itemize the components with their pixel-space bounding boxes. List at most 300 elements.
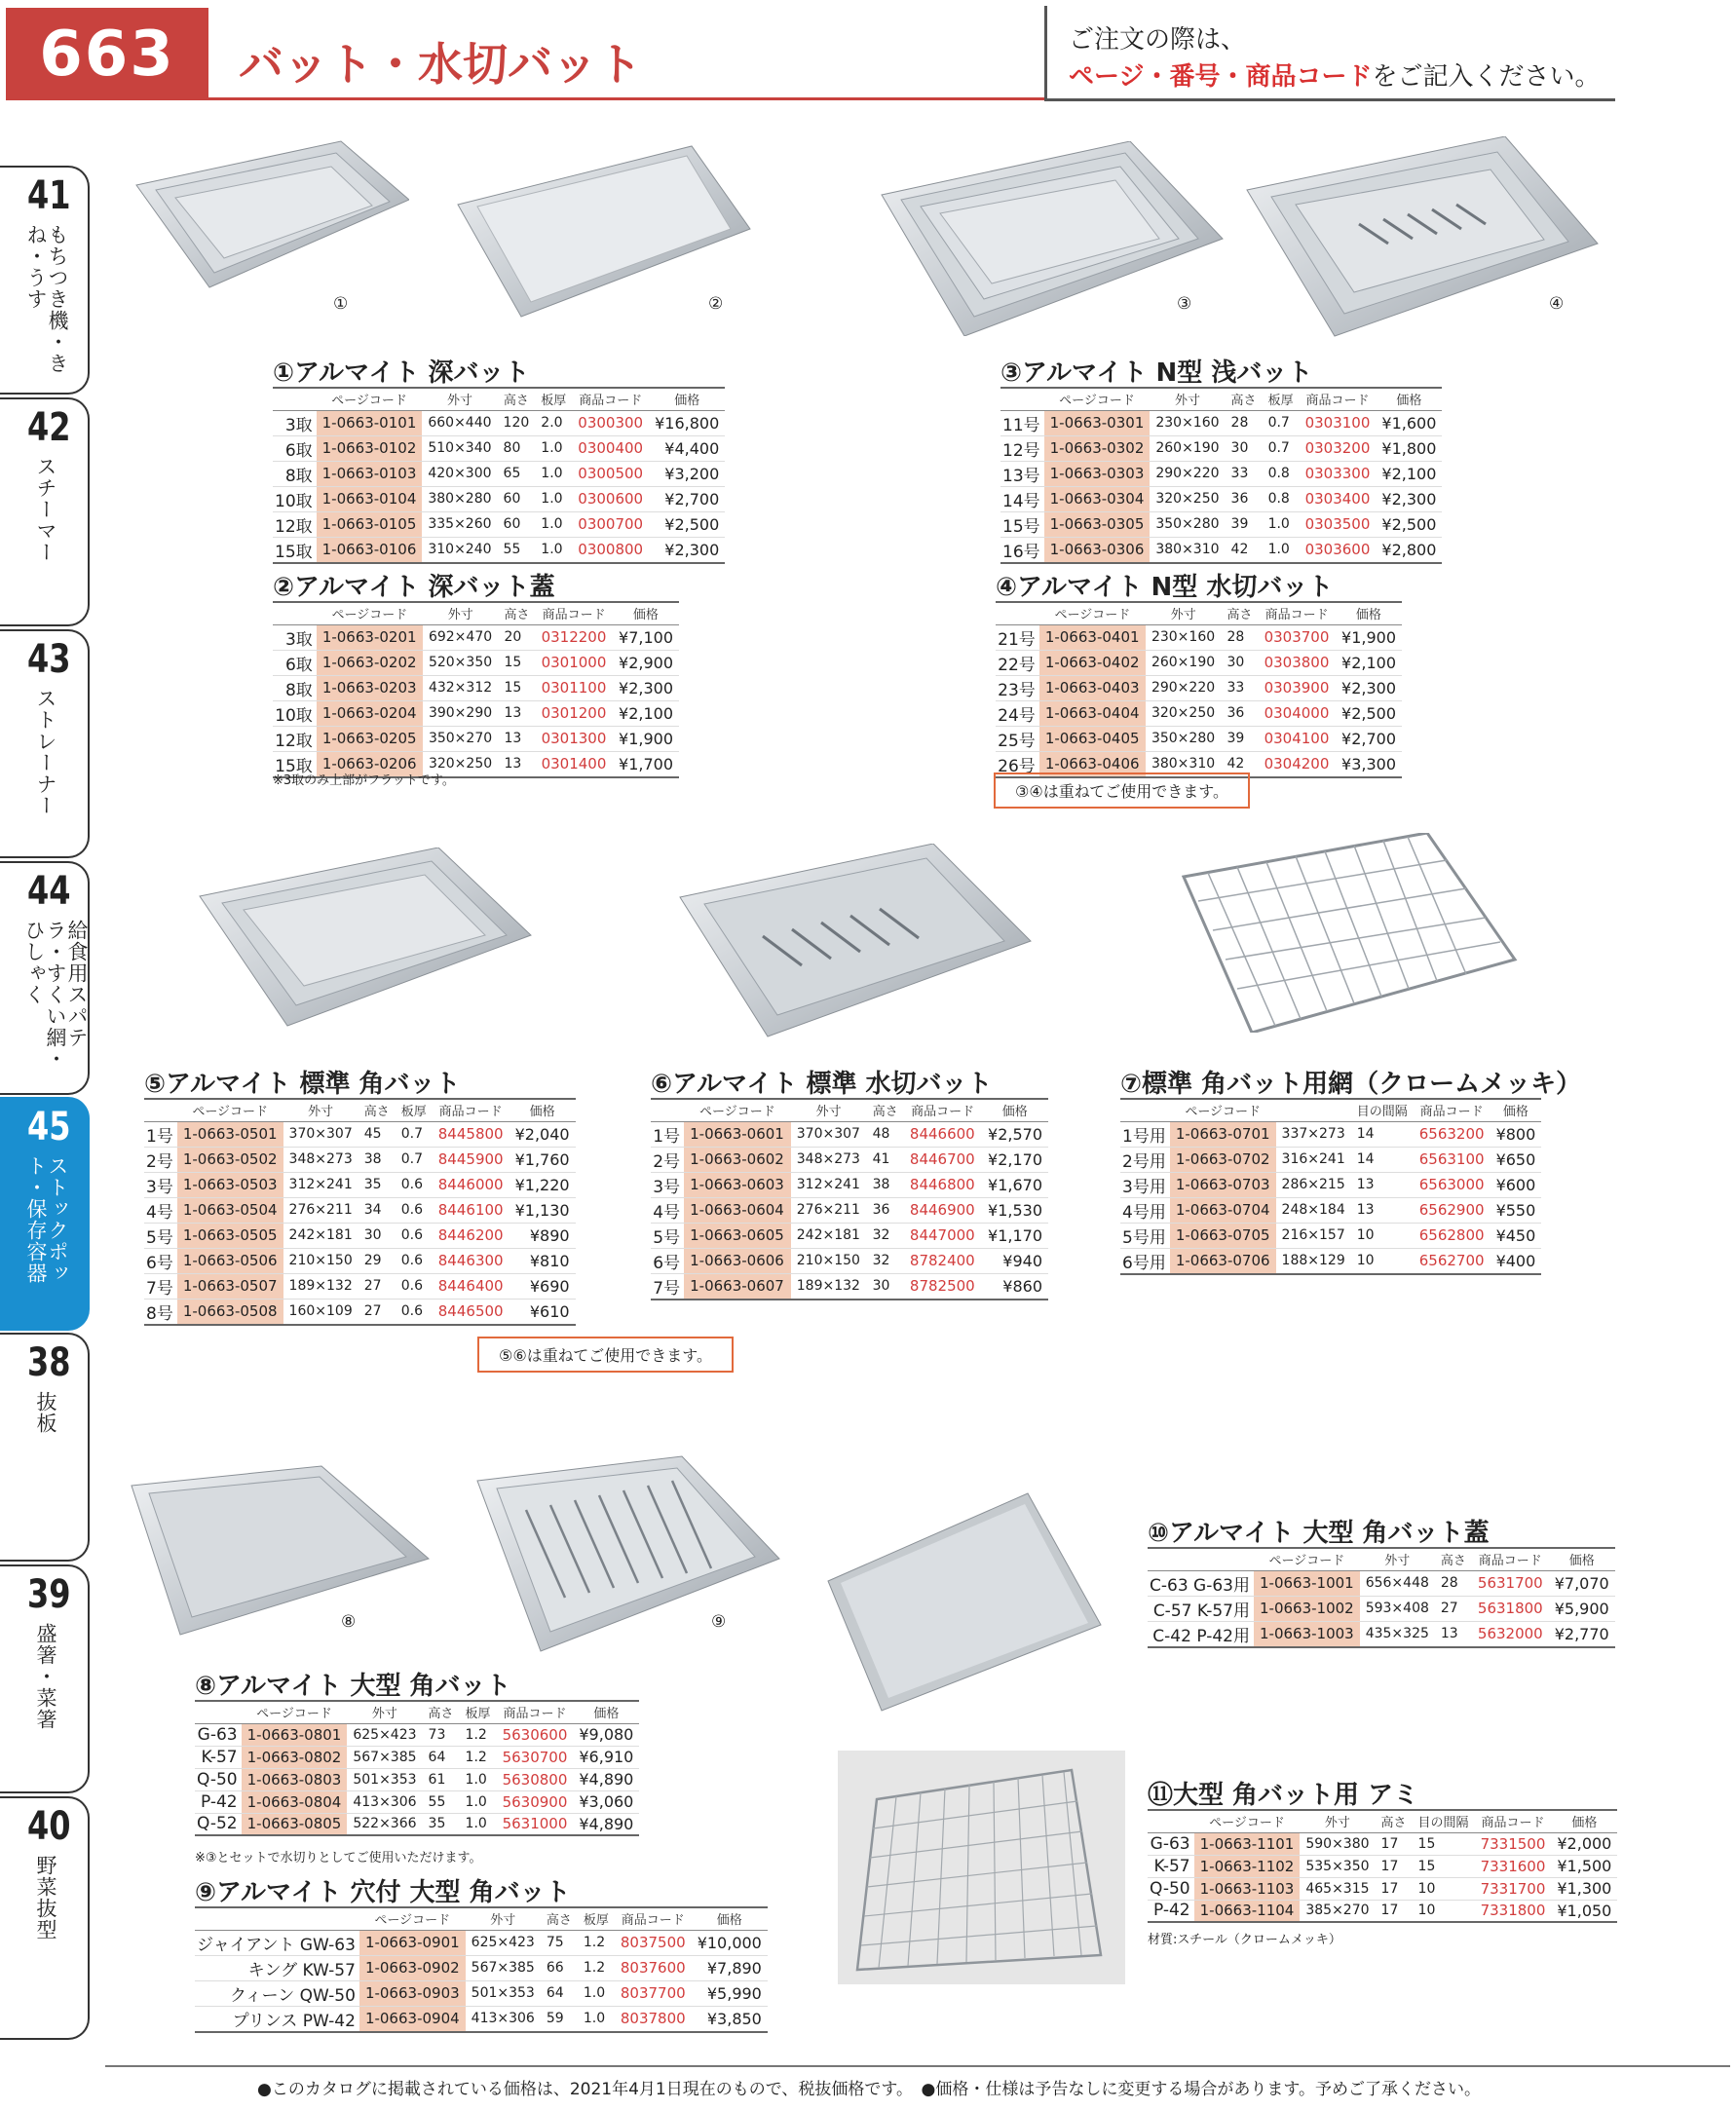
standard-tray-image [195, 848, 536, 1028]
table-row [996, 675, 1402, 700]
table-row [195, 1768, 639, 1790]
size-label-cell: 22号 [996, 650, 1039, 675]
product-code-cell: 0300400 [572, 435, 649, 461]
product-code-cell: 8446300 [433, 1248, 509, 1273]
size-label-cell: 21号 [996, 624, 1039, 650]
price-cell: ¥450 [1491, 1223, 1542, 1248]
image-label-2: ② [708, 294, 724, 314]
tab-number: 45 [27, 1105, 71, 1149]
table-cell: 380×310 [1150, 537, 1225, 563]
table-row [996, 726, 1402, 751]
tab-number: 42 [27, 405, 71, 450]
section-2-title: ②アルマイト 深バット蓋 [273, 573, 555, 602]
table-cell: 312×241 [283, 1172, 359, 1197]
table-row [1000, 511, 1442, 537]
page-code-cell: 1-0663-0703 [1170, 1172, 1276, 1197]
page-code-cell: 1-0663-0301 [1044, 410, 1151, 435]
page-code-cell: 1-0663-0702 [1170, 1147, 1276, 1172]
th-page-code: ページコード [317, 388, 423, 410]
price-cell: ¥1,170 [981, 1223, 1048, 1248]
price-cell: ¥690 [509, 1273, 576, 1299]
product-code-cell: 0303400 [1300, 486, 1377, 511]
table-cell: 312×241 [791, 1172, 867, 1197]
price-cell: ¥2,500 [1336, 700, 1402, 726]
size-label-cell: 25号 [996, 726, 1039, 751]
table-cell: 39 [1226, 511, 1263, 537]
size-label-cell: 3号 [144, 1172, 177, 1197]
product-code-cell: 8446800 [904, 1172, 981, 1197]
size-label-cell: 2号用 [1120, 1147, 1170, 1172]
th-page-code: ページコード [242, 1701, 348, 1723]
section-8-note: ※③とセットで水切りとしてご使用いただけます。 [195, 1851, 482, 1865]
table-row [1148, 1877, 1617, 1900]
price-cell: ¥1,130 [509, 1197, 576, 1223]
page-code-cell: 1-0663-0305 [1044, 511, 1151, 537]
page-code-cell: 1-0663-0508 [177, 1299, 283, 1325]
th [144, 1099, 177, 1121]
tab-label: ストレーナー [34, 688, 57, 816]
table-row [1000, 537, 1442, 563]
table-cell: 15 [498, 675, 535, 700]
product-code-cell: 0300300 [572, 410, 649, 435]
table-cell: 39 [1221, 726, 1258, 751]
table-cell: 55 [498, 537, 536, 563]
page-code-cell: 1-0663-1102 [1194, 1855, 1301, 1877]
table-cell: 55 [423, 1790, 460, 1813]
table-cell: 348×273 [283, 1147, 359, 1172]
table-cell: 27 [359, 1273, 396, 1299]
price-cell: ¥1,800 [1376, 435, 1442, 461]
th-page-code: ページコード [684, 1099, 791, 1121]
table-cell: 36 [1226, 486, 1263, 511]
table-cell: 242×181 [791, 1223, 867, 1248]
price-cell: ¥860 [981, 1273, 1048, 1300]
price-cell: ¥3,060 [573, 1790, 639, 1813]
table-cell: 13 [498, 751, 535, 777]
product-code-cell: 5631700 [1472, 1570, 1549, 1596]
tab-38[interactable] [0, 1333, 90, 1562]
size-label-cell: 3取 [273, 410, 317, 435]
table-cell: 350×280 [1146, 726, 1221, 751]
th-product-code: 商品コード [1414, 1099, 1491, 1121]
table-row [651, 1273, 1048, 1300]
table-cell: 0.7 [396, 1147, 433, 1172]
product-code-cell: 5631800 [1472, 1596, 1549, 1621]
table-cell: 17 [1376, 1877, 1413, 1900]
section-8-table [195, 1700, 639, 1836]
price-cell: ¥2,500 [1376, 511, 1442, 537]
product-code-cell: 8446100 [433, 1197, 509, 1223]
page-code-cell: 1-0663-0601 [684, 1121, 791, 1147]
th-price: 価格 [1491, 1099, 1542, 1121]
price-cell: ¥2,100 [613, 700, 679, 726]
tab-41[interactable] [0, 166, 90, 395]
th-size: 外寸 [423, 602, 498, 624]
table-cell: 17 [1376, 1832, 1413, 1855]
size-label-cell: C-63 G-63用 [1148, 1570, 1254, 1596]
page-code-cell: 1-0663-0406 [1039, 751, 1146, 777]
table-cell: 1.2 [578, 1955, 615, 1980]
page-code-cell: 1-0663-0204 [317, 700, 423, 726]
table-row [273, 650, 679, 675]
table-cell: 10 [1351, 1223, 1414, 1248]
price-cell: ¥3,850 [692, 2006, 768, 2032]
table-cell: 276×211 [791, 1197, 867, 1223]
th-height: 高さ [359, 1099, 396, 1121]
th-size: 外寸 [466, 1907, 541, 1930]
table-cell: 0.8 [1263, 461, 1300, 486]
th-height: 高さ [1226, 388, 1263, 410]
table-cell: 625×423 [466, 1930, 541, 1955]
th-product-code: 商品コード [904, 1099, 981, 1121]
tab-39[interactable] [0, 1564, 90, 1793]
table-cell: 656×448 [1360, 1570, 1435, 1596]
th-page-code: ページコード [317, 602, 423, 624]
product-code-cell: 8782500 [904, 1273, 981, 1300]
table-row [273, 435, 725, 461]
th [273, 602, 317, 624]
page-code-cell: 1-0663-0706 [1170, 1248, 1276, 1274]
table-cell: 0.6 [396, 1223, 433, 1248]
page-code-cell: 1-0663-0403 [1039, 675, 1146, 700]
th-thickness: 板厚 [460, 1701, 497, 1723]
product-code-cell: 8037500 [615, 1930, 692, 1955]
product-code-cell: 6563000 [1414, 1172, 1491, 1197]
page-code-cell: 1-0663-0607 [684, 1273, 791, 1300]
table-cell: 17 [1376, 1855, 1413, 1877]
table-cell: 380×310 [1146, 751, 1221, 777]
section-11-table [1148, 1809, 1617, 1923]
product-code-cell: 7331500 [1475, 1832, 1552, 1855]
tab-43[interactable] [0, 629, 90, 858]
page-code-cell: 1-0663-0302 [1044, 435, 1151, 461]
table-cell: 15 [1413, 1855, 1475, 1877]
tab-label: もちつき機・きね・うす [24, 224, 69, 374]
product-code-cell: 6562700 [1414, 1248, 1491, 1274]
th-product-code: 商品コード [1259, 602, 1336, 624]
size-label-cell: 1号用 [1120, 1121, 1170, 1147]
table-cell: 13 [1351, 1197, 1414, 1223]
table-cell: 625×423 [347, 1723, 422, 1746]
tab-42[interactable] [0, 397, 90, 626]
size-label-cell: 2号 [144, 1147, 177, 1172]
table-cell: 310×240 [422, 537, 497, 563]
size-label-cell: 5号 [651, 1223, 684, 1248]
page-code-cell: 1-0663-1101 [1194, 1832, 1301, 1855]
page-code-cell: 1-0663-1001 [1254, 1570, 1360, 1596]
size-label-cell: K-57 [1148, 1855, 1194, 1877]
table-row [651, 1172, 1048, 1197]
large-tray-image [122, 1461, 434, 1637]
tab-number: 40 [27, 1804, 71, 1849]
product-code-cell: 0312200 [536, 624, 613, 650]
th-product-code: 商品コード [1475, 1810, 1552, 1832]
size-label-cell: 5号用 [1120, 1223, 1170, 1248]
product-code-cell: 8037700 [615, 1980, 692, 2006]
table-cell: 30 [359, 1223, 396, 1248]
table-cell: 501×353 [466, 1980, 541, 2006]
tab-45-active[interactable] [0, 1097, 90, 1331]
size-label-cell: 6号用 [1120, 1248, 1170, 1274]
table-row [273, 461, 725, 486]
product-code-cell: 0303500 [1300, 511, 1377, 537]
th-mesh-interval: 目の間隔 [1413, 1810, 1475, 1832]
price-cell: ¥1,670 [981, 1172, 1048, 1197]
table-cell: 522×366 [347, 1813, 422, 1835]
table-cell: 14 [1351, 1147, 1414, 1172]
product-code-cell: 0304100 [1259, 726, 1336, 751]
page-code-cell: 1-0663-0705 [1170, 1223, 1276, 1248]
tab-40[interactable] [0, 1796, 90, 2040]
page-code-cell: 1-0663-0507 [177, 1273, 283, 1299]
product-code-cell: 8446000 [433, 1172, 509, 1197]
size-label-cell: C-42 P-42用 [1148, 1621, 1254, 1647]
large-tray-lid-image [823, 1488, 1106, 1713]
size-label-cell: 1号 [651, 1121, 684, 1147]
table-cell: 33 [1221, 675, 1258, 700]
price-cell: ¥550 [1491, 1197, 1542, 1223]
page-code-cell: 1-0663-0506 [177, 1248, 283, 1273]
table-cell: 17 [1376, 1900, 1413, 1922]
table-cell: 80 [498, 435, 536, 461]
table-cell: 15 [498, 650, 535, 675]
th-price: 価格 [613, 602, 679, 624]
price-cell: ¥2,000 [1551, 1832, 1617, 1855]
table-cell: 567×385 [466, 1955, 541, 1980]
page-code-cell: 1-0663-0102 [317, 435, 423, 461]
th-height: 高さ [1221, 602, 1258, 624]
table-row [1000, 435, 1442, 461]
table-cell: 30 [867, 1273, 904, 1300]
table-cell: 210×150 [791, 1248, 867, 1273]
price-cell: ¥2,800 [1376, 537, 1442, 563]
size-label-cell: 4号 [651, 1197, 684, 1223]
price-cell: ¥3,200 [649, 461, 725, 486]
price-cell: ¥2,900 [613, 650, 679, 675]
table-cell: 42 [1221, 751, 1258, 777]
price-cell: ¥1,220 [509, 1172, 576, 1197]
price-cell: ¥7,890 [692, 1955, 768, 1980]
table-cell: 350×270 [423, 726, 498, 751]
standard-drain-tray-image [675, 844, 1036, 1038]
table-cell: 28 [1226, 410, 1263, 435]
table-row [1148, 1621, 1615, 1647]
table-cell: 48 [867, 1121, 904, 1147]
th-price: 価格 [509, 1099, 576, 1121]
th-product-code: 商品コード [433, 1099, 509, 1121]
th-price: 価格 [649, 388, 725, 410]
th-thickness: 板厚 [578, 1907, 615, 1930]
table-cell: 593×408 [1360, 1596, 1435, 1621]
tab-label: 給食用スパテラ・すくい網・ひしゃく [22, 920, 89, 1070]
page-code-cell: 1-0663-0404 [1039, 700, 1146, 726]
th [1148, 1810, 1194, 1832]
th-mesh-interval: 目の間隔 [1351, 1099, 1414, 1121]
price-cell: ¥2,300 [1336, 675, 1402, 700]
table-cell: 370×307 [791, 1121, 867, 1147]
price-cell: ¥650 [1491, 1147, 1542, 1172]
size-label-cell: 6取 [273, 435, 317, 461]
price-cell: ¥2,570 [981, 1121, 1048, 1147]
th-product-code: 商品コード [1472, 1548, 1549, 1570]
price-cell: ¥6,910 [573, 1746, 639, 1768]
table-cell: 510×340 [422, 435, 497, 461]
th-price: 価格 [1549, 1548, 1615, 1570]
size-label-cell: 13号 [1000, 461, 1044, 486]
size-label-cell: 12取 [273, 726, 317, 751]
product-code-cell: 0300500 [572, 461, 649, 486]
page-code-cell: 1-0663-1002 [1254, 1596, 1360, 1621]
page-code-cell: 1-0663-0603 [684, 1172, 791, 1197]
page-code-cell: 1-0663-0401 [1039, 624, 1146, 650]
size-label-cell: 1号 [144, 1121, 177, 1147]
section-7-table [1120, 1098, 1541, 1275]
table-row [651, 1147, 1048, 1172]
th [651, 1099, 684, 1121]
size-label-cell: G-63 [195, 1723, 242, 1746]
table-cell: 45 [359, 1121, 396, 1147]
th-size: 外寸 [1146, 602, 1221, 624]
th [996, 602, 1039, 624]
table-cell: 501×353 [347, 1768, 422, 1790]
table-cell: 13 [498, 726, 535, 751]
product-code-cell: 6563100 [1414, 1147, 1491, 1172]
header-rule [208, 97, 1046, 100]
product-code-cell: 0303200 [1300, 435, 1377, 461]
table-row [996, 624, 1402, 650]
page-code-cell: 1-0663-0203 [317, 675, 423, 700]
page-code-cell: 1-0663-1103 [1194, 1877, 1301, 1900]
page-code-cell: 1-0663-0606 [684, 1248, 791, 1273]
table-cell: 290×220 [1146, 675, 1221, 700]
table-cell: 0.8 [1263, 486, 1300, 511]
table-cell: 320×250 [1146, 700, 1221, 726]
table-cell: 41 [867, 1147, 904, 1172]
section-3-title: ③アルマイト N型 浅バット [1000, 358, 1313, 388]
price-cell: ¥800 [1491, 1121, 1542, 1147]
product-code-cell: 8037800 [615, 2006, 692, 2032]
table-cell: 465×315 [1300, 1877, 1375, 1900]
section-4-title: ④アルマイト N型 水切バット [996, 573, 1334, 602]
product-code-cell: 0301200 [536, 700, 613, 726]
price-cell: ¥9,080 [573, 1723, 639, 1746]
table-row [1120, 1197, 1541, 1223]
table-cell: 29 [359, 1248, 396, 1273]
table-cell: 276×211 [283, 1197, 359, 1223]
table-cell: 520×350 [423, 650, 498, 675]
th [1148, 1548, 1254, 1570]
price-cell: ¥2,300 [613, 675, 679, 700]
table-row [1120, 1172, 1541, 1197]
table-cell: 0.6 [396, 1273, 433, 1299]
section-9-table [195, 1906, 768, 2033]
table-cell: 0.6 [396, 1197, 433, 1223]
th-page-code: ページコード [1254, 1548, 1360, 1570]
table-cell: 73 [423, 1723, 460, 1746]
table-cell: 210×150 [283, 1248, 359, 1273]
table-cell: 38 [867, 1172, 904, 1197]
table-row [273, 410, 725, 435]
page-code-cell: 1-0663-0304 [1044, 486, 1151, 511]
tab-label: 抜板 [34, 1391, 57, 1434]
size-label-cell: 15取 [273, 751, 317, 777]
price-cell: ¥2,040 [509, 1121, 576, 1147]
th-size: 外寸 [1360, 1548, 1435, 1570]
product-code-cell: 0300700 [572, 511, 649, 537]
size-label-cell: 6号 [651, 1248, 684, 1273]
table-cell: 36 [867, 1197, 904, 1223]
table-cell: 1.0 [460, 1768, 497, 1790]
th-thickness: 板厚 [1263, 388, 1300, 410]
tab-number: 44 [27, 869, 71, 914]
size-label-cell: 11号 [1000, 410, 1044, 435]
th-page-code: ページコード [177, 1099, 283, 1121]
table-cell: 1.0 [578, 2006, 615, 2032]
page-title: バット・水切バット [239, 38, 642, 91]
section-4-table [996, 601, 1402, 778]
page-code-cell: 1-0663-0602 [684, 1147, 791, 1172]
table-cell: 1.0 [535, 486, 572, 511]
table-cell: 260×190 [1150, 435, 1225, 461]
product-code-cell: 6562900 [1414, 1197, 1491, 1223]
page-code-cell: 1-0663-0804 [242, 1790, 348, 1813]
table-cell: 420×300 [422, 461, 497, 486]
table-cell: 60 [498, 511, 536, 537]
table-cell: 64 [423, 1746, 460, 1768]
table-row [651, 1197, 1048, 1223]
table-row [273, 726, 679, 751]
table-cell: 13 [1435, 1621, 1472, 1647]
tab-44[interactable] [0, 861, 90, 1095]
page-code-cell: 1-0663-0505 [177, 1223, 283, 1248]
th-price: 価格 [1551, 1810, 1617, 1832]
size-label-cell: クィーン QW-50 [195, 1980, 359, 2006]
table-cell: 1.0 [535, 537, 572, 563]
table-row [1000, 486, 1442, 511]
section-6-table [651, 1098, 1048, 1300]
table-cell: 370×307 [283, 1121, 359, 1147]
price-cell: ¥810 [509, 1248, 576, 1273]
tab-label: 野菜抜型 [34, 1855, 57, 1940]
page-code-cell: 1-0663-0901 [359, 1930, 466, 1955]
page-code-cell: 1-0663-0805 [242, 1813, 348, 1835]
size-label-cell: 6号 [144, 1248, 177, 1273]
table-row [1148, 1855, 1617, 1877]
table-row [1120, 1147, 1541, 1172]
product-code-cell: 5632000 [1472, 1621, 1549, 1647]
th-height: 高さ [498, 602, 535, 624]
tab-number: 38 [27, 1340, 71, 1385]
order-notice [1044, 6, 1615, 101]
table-row [195, 1723, 639, 1746]
table-row [273, 624, 679, 650]
th-price: 価格 [573, 1701, 639, 1723]
table-cell: 535×350 [1300, 1855, 1375, 1877]
table-cell: 120 [498, 410, 536, 435]
table-row [273, 486, 725, 511]
deep-tray-image [117, 132, 409, 297]
table-row [651, 1223, 1048, 1248]
page-code-cell: 1-0663-0106 [317, 537, 423, 563]
table-cell: 0.6 [396, 1172, 433, 1197]
price-cell: ¥1,900 [1336, 624, 1402, 650]
n-shallow-tray-image [877, 141, 1227, 336]
table-cell: 380×280 [422, 486, 497, 511]
table-cell: 1.0 [535, 435, 572, 461]
price-cell: ¥400 [1491, 1248, 1542, 1274]
table-cell: 32 [867, 1223, 904, 1248]
price-cell: ¥3,300 [1336, 751, 1402, 777]
